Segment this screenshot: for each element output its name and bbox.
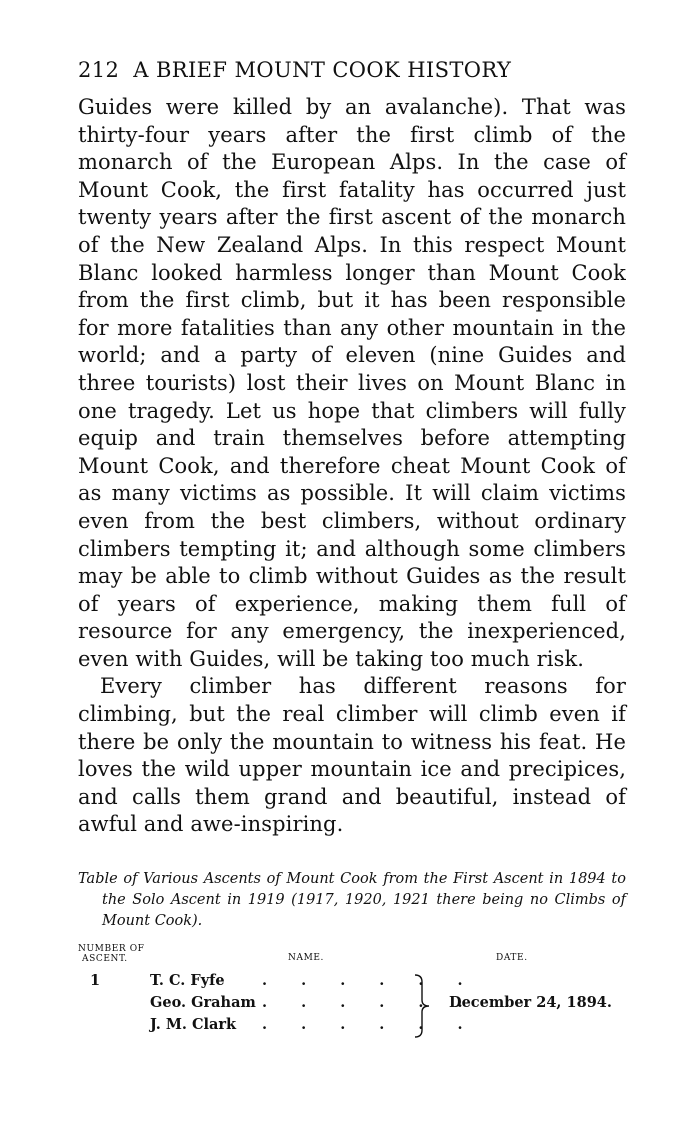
page-number: 212: [78, 58, 120, 82]
body-text: [78, 94, 626, 839]
dot-leader: . . . . . .: [262, 994, 478, 1012]
ascent-date: December 24, 1894.: [449, 994, 612, 1012]
climber-list: [150, 970, 478, 1036]
paragraph: Every climber has different reasons for climbing, but the real climber will climb even if there be only the mountain to witness his feat. He loves the wild upper mountain ice and precipices, and calls them grand and beautiful, instead of awful and awe-inspiring.: [78, 674, 626, 837]
climber-name: Geo. Graham: [150, 994, 256, 1012]
dot-leader: . . . . . .: [262, 972, 478, 990]
column-header-name: NAME.: [288, 953, 325, 964]
climber-name: J. M. Clark: [150, 1016, 237, 1034]
climber-entry: [150, 1014, 478, 1036]
dot-leader: . . . . . .: [262, 1016, 478, 1034]
climber-name: T. C. Fyfe: [150, 972, 225, 990]
running-header: [78, 56, 626, 84]
climber-entry: [150, 970, 478, 992]
table-row: [78, 970, 626, 1042]
column-header-number: NUMBER OF ASCENT.: [78, 944, 145, 965]
running-title: A BRIEF MOUNT COOK HISTORY: [133, 58, 512, 82]
paragraph: Guides were killed by an avalanche). That was thirty-four years after the first climb of the monarch of the European Alps. In the case of Mount Cook, the first fatality has occurred just twenty years after the first ascent of the monarch of the New Zealand Alps. In this respect Mount Blanc looked harmless longer than Mount Cook from the first climb, but it has been responsible for more fatalities than any other mountain in the world; and a party of eleven (nine Guides and three tourists) lost their lives on Mount Blanc in one tragedy. Let us hope that climbers will fully equip and train themselves before attempting Mount Cook, and therefore cheat Mount Cook of as many victims as possible. It will claim victims even from the best climbers, without ordinary climbers tempting it; and although some climbers may be able to climb without Guides as the result of years of experience, making them full of resource for any emergency, the inexperienced, even with Guides, will be taking too much risk.: [78, 95, 626, 671]
climber-entry: [150, 992, 478, 1014]
table-caption: Table of Various Ascents of Mount Cook from the First Ascent in 1894 to the Solo Ascent in 1919 (1917, 1920, 1921 there being no Climbs of Mount Cook).: [78, 871, 626, 930]
book-page: [78, 56, 626, 1042]
ascent-number: 1: [90, 972, 101, 990]
column-header-date: DATE.: [496, 953, 528, 964]
brace-icon: [412, 974, 432, 1038]
table-column-headers: [78, 944, 626, 970]
